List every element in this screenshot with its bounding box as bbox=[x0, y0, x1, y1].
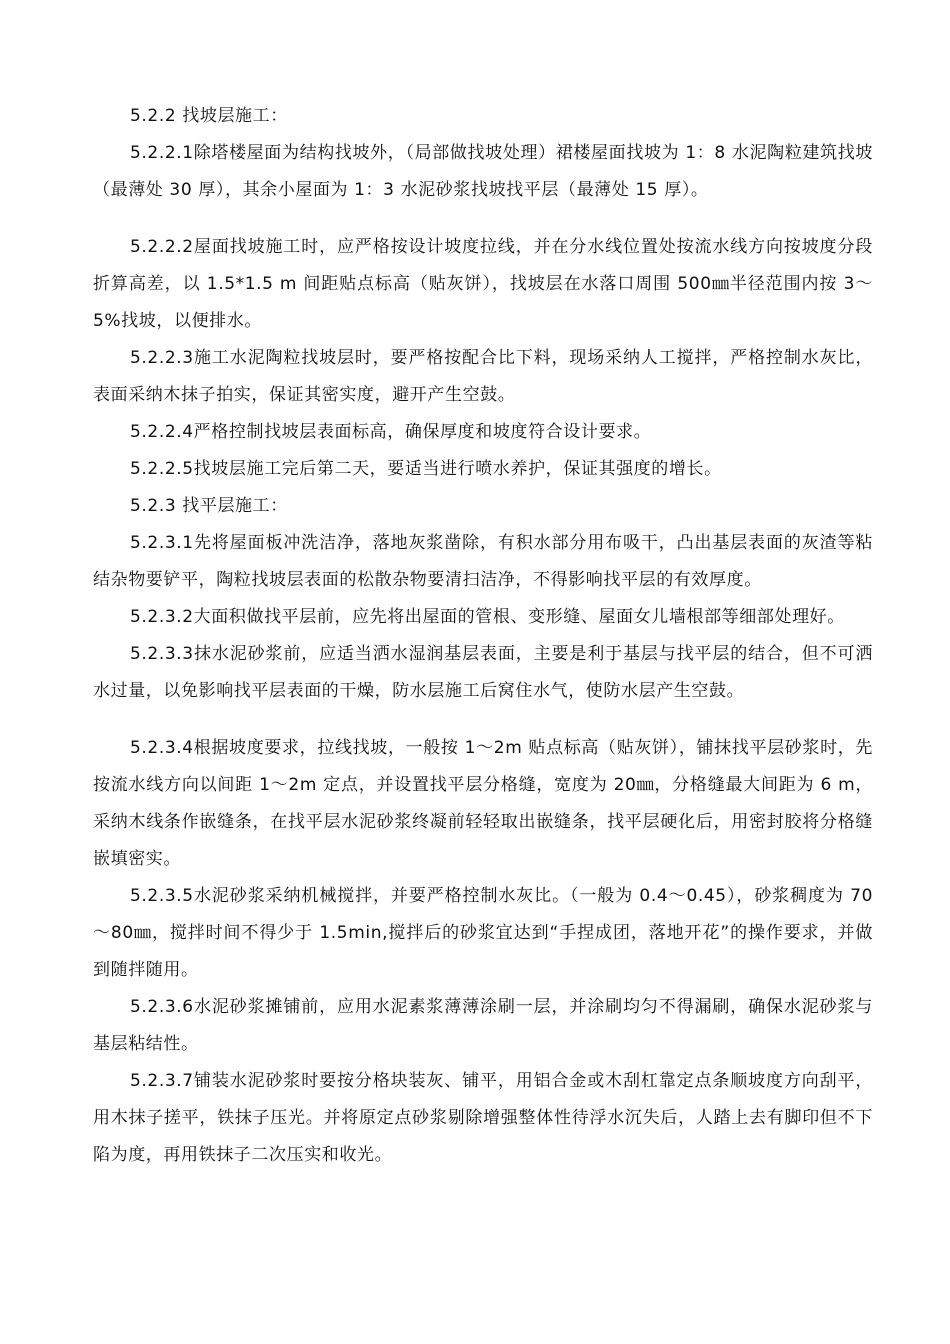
document-page bbox=[93, 98, 873, 1174]
paragraph-gap bbox=[93, 209, 873, 229]
paragraph-5-2-2-5: 5.2.2.5找坡层施工完后第二天，要适当进行喷水养护，保证其强度的增长。 bbox=[130, 459, 722, 479]
paragraph-5-2-3-5: 5.2.3.5水泥砂浆采纳机械搅拌，并要严格控制水灰比。（一般为 0.4～0.45），砂浆稠度为 70～80㎜，搅拌时间不得少于 1.5min,搅拌后的砂浆宜达到“手捏成团，落地开花”的操作要求，并做到随拌随用。 bbox=[93, 886, 873, 980]
paragraph-5-2-3-7: 5.2.3.7铺装水泥砂浆时要按分格块装灰、铺平，用铝合金或木刮杠靠定点条顺坡度方向刮平，用木抹子搓平，铁抹子压光。并将原定点砂浆剔除增强整体性待浮水沉失后，人踏上去有脚印但不下陷为度，再用铁抹子二次压实和收光。 bbox=[93, 1071, 873, 1165]
paragraph-5-2-3-1: 5.2.3.1先将屋面板冲洗洁净，落地灰浆凿除，有积水部分用布吸干，凸出基层表面的灰渣等粘结杂物要铲平，陶粒找坡层表面的松散杂物要清扫洁净，不得影响找平层的有效厚度。 bbox=[93, 533, 873, 590]
paragraph-gap bbox=[93, 710, 873, 730]
heading-5-2-3: 5.2.3 找平层施工： bbox=[130, 496, 288, 516]
paragraph-5-2-2-2: 5.2.2.2屋面找坡施工时，应严格按设计坡度拉线，并在分水线位置处按流水线方向按坡度分段折算高差，以 1.5*1.5 m 间距贴点标高（贴灰饼），找坡层在水落口周围 500㎜半径范围内按 3～5%找坡，以便排水。 bbox=[93, 237, 873, 331]
paragraph-5-2-2-4: 5.2.2.4严格控制找坡层表面标高，确保厚度和坡度符合设计要求。 bbox=[130, 422, 652, 442]
paragraph-5-2-3-6: 5.2.3.6水泥砂浆摊铺前，应用水泥素浆薄薄涂刷一层，并涂刷均匀不得漏刷，确保水泥砂浆与基层粘结性。 bbox=[93, 997, 873, 1054]
paragraph-5-2-2-3: 5.2.2.3施工水泥陶粒找坡层时，要严格按配合比下料，现场采纳人工搅拌，严格控制水灰比，表面采纳木抹子拍实，保证其密实度，避开产生空鼓。 bbox=[93, 348, 873, 405]
paragraph-5-2-3-2: 5.2.3.2大面积做找平层前，应先将出屋面的管根、变形缝、屋面女儿墙根部等细部处理好。 bbox=[130, 607, 845, 627]
paragraph-5-2-3-3: 5.2.3.3抹水泥砂浆前，应适当洒水湿润基层表面，主要是利于基层与找平层的结合，但不可洒水过量，以免影响找平层表面的干燥，防水层施工后窝住水气，使防水层产生空鼓。 bbox=[93, 644, 873, 701]
paragraph-5-2-3-4: 5.2.3.4根据坡度要求，拉线找坡，一般按 1～2m 贴点标高（贴灰饼），铺抹找平层砂浆时，先按流水线方向以间距 1～2m 定点，并设置找平层分格缝，宽度为 20㎜，分格缝最大间距为 6 m，采纳木线条作嵌缝条，在找平层水泥砂浆终凝前轻轻取出嵌缝条，找平层硬化后，用密封胶将分格缝嵌填密实。 bbox=[93, 738, 873, 869]
paragraph-5-2-2-1: 5.2.2.1除塔楼屋面为结构找坡外，（局部做找坡处理）裙楼屋面找坡为 1：8 水泥陶粒建筑找坡（最薄处 30 厚），其余小屋面为 1：3 水泥砂浆找坡找平层（最薄处 15 厚）。 bbox=[93, 143, 873, 200]
heading-5-2-2: 5.2.2 找坡层施工： bbox=[130, 106, 288, 126]
